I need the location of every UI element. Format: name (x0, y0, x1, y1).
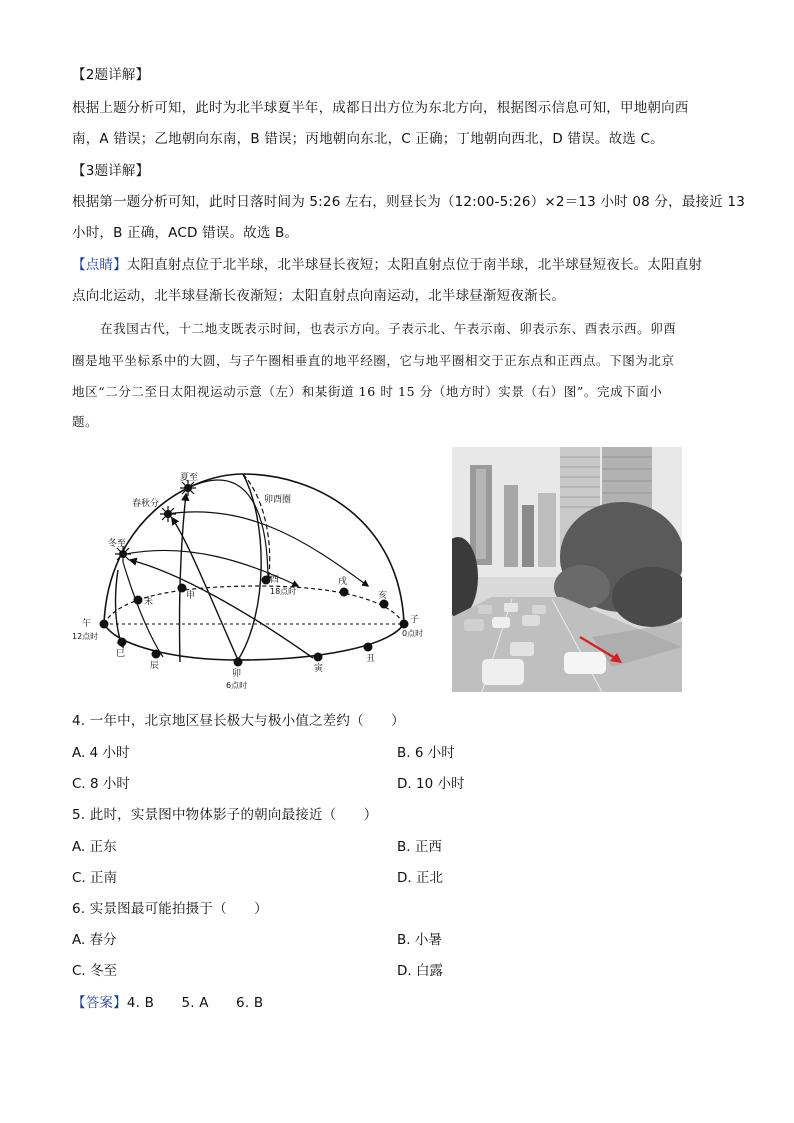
car (478, 605, 492, 614)
summer-path (188, 480, 268, 582)
q5-option-b[interactable]: B. 正西 (397, 839, 442, 855)
answer-label: 【答案】 (72, 995, 127, 1011)
q3-explanation-line1: 根据第一题分析可知，此时日落时间为 5:26 左右，则昼长为（12:00-5:26）×2＝13 小时 08 分，最接近 13 (72, 194, 745, 210)
label-xu: 戌 (338, 577, 348, 587)
horizon-front (104, 624, 404, 660)
q5-option-c[interactable]: C. 正南 (72, 870, 118, 886)
dot-si (118, 638, 127, 647)
car (532, 605, 546, 614)
q4-stem: 4. 一年中，北京地区昼长极大与极小值之差约（ ） (72, 713, 405, 729)
q3-header: 【3题详解】 (72, 163, 150, 179)
label-chen: 辰 (150, 661, 160, 671)
dot-chen (152, 650, 161, 659)
label-maoyou: 卯酉圈 (264, 495, 292, 505)
dot-chou (364, 643, 373, 652)
q5-option-a[interactable]: A. 正东 (72, 839, 117, 855)
passage-line1: 在我国古代，十二地支既表示时间，也表示方向。子表示北、午表示南、卯表示东、酉表示西。卯酉 (100, 321, 677, 336)
label-wu: 午 (82, 619, 92, 629)
label-zi: 子 (410, 615, 420, 625)
q6-option-a[interactable]: A. 春分 (72, 932, 117, 948)
car (504, 603, 518, 612)
q6-option-d[interactable]: D. 白露 (397, 963, 443, 979)
car (510, 642, 534, 656)
label-yin: 寅 (314, 664, 324, 674)
car (564, 652, 606, 674)
building (522, 505, 534, 567)
label-summer: 夏至 (180, 473, 199, 483)
passage-line3: 地区“二分二至日太阳视运动示意（左）和某街道 16 时 15 分（地方时）实景（右）图”。完成下面小 (72, 384, 663, 399)
label-hai: 亥 (378, 591, 388, 601)
dot-wu (100, 620, 109, 629)
q6-option-b[interactable]: B. 小暑 (397, 932, 442, 948)
q5-stem: 5. 此时，实景图中物体影子的朝向最接近（ ） (72, 807, 378, 823)
q4-option-d[interactable]: D. 10 小时 (397, 776, 465, 792)
solar-motion-diagram (68, 462, 438, 702)
tip-line2: 点向北运动，北半球昼渐长夜渐短；太阳直射点向南运动，北半球昼渐短夜渐长。 (72, 288, 566, 304)
q3-explanation-line2: 小时，B 正确，ACD 错误。故选 B。 (72, 225, 299, 241)
label-si: 巳 (116, 649, 126, 659)
q2-header: 【2题详解】 (72, 67, 150, 83)
q6-stem: 6. 实景图最可能拍摄于（ ） (72, 901, 268, 917)
q2-explanation-line1: 根据上题分析可知，此时为北半球夏半年，成都日出方位为东北方向，根据图示信息可知，甲地朝向西 (72, 100, 689, 116)
q4-option-c[interactable]: C. 8 小时 (72, 776, 130, 792)
dot-xu (340, 588, 349, 597)
label-equinox: 春秋分 (132, 499, 160, 509)
building (504, 485, 518, 567)
label-wei: 未 (144, 597, 154, 607)
tip-line1 (72, 256, 702, 274)
label-mao: 卯 (232, 669, 242, 679)
car (522, 615, 540, 626)
label-mao-time: 6点时 (226, 681, 248, 690)
label-wu-time: 12点时 (72, 632, 99, 641)
building (476, 469, 486, 559)
car (492, 617, 510, 628)
q5-option-d[interactable]: D. 正北 (397, 870, 443, 886)
dot-yin (314, 653, 323, 662)
maoyou-circle-back (243, 474, 270, 582)
label-winter: 冬至 (108, 539, 127, 549)
street-photo (452, 447, 682, 692)
tip-text-line1: 太阳直射点位于北半球，北半球昼长夜短；太阳直射点位于南半球，北半球昼短夜长。太阳直射 (126, 257, 703, 273)
answer-text: 4. B 5. A 6. B (126, 995, 264, 1011)
q6-option-c[interactable]: C. 冬至 (72, 963, 118, 979)
q4-option-b[interactable]: B. 6 小时 (397, 745, 455, 761)
answer-line (72, 994, 263, 1012)
dot-wei (134, 596, 143, 605)
label-you: 酉 (270, 575, 280, 585)
building (538, 493, 556, 567)
tip-label: 【点睛】 (72, 257, 127, 273)
label-you-time: 18点时 (270, 587, 297, 596)
dot-zi (400, 620, 409, 629)
q2-explanation-line2: 南，A 错误；乙地朝向东南，B 错误；丙地朝向东北，C 正确；丁地朝向西北，D 错误。故选 C。 (72, 131, 664, 147)
label-shen: 申 (186, 591, 196, 601)
label-zi-time: 0点时 (402, 629, 424, 638)
car (464, 619, 484, 631)
q4-option-a[interactable]: A. 4 小时 (72, 745, 130, 761)
car (482, 659, 524, 685)
dot-mao (234, 658, 243, 667)
passage-line4: 题。 (72, 414, 99, 429)
label-chou: 丑 (366, 654, 376, 664)
winter-rise (130, 560, 313, 658)
maoyou-circle-line (238, 474, 261, 660)
equinox-sun-icon (160, 506, 176, 522)
passage-line2: 圈是地平坐标系中的大圆，与子午圈相垂直的地平经圈，它与地平圈相交于正东点和正西点。下图为北京 (72, 353, 675, 368)
